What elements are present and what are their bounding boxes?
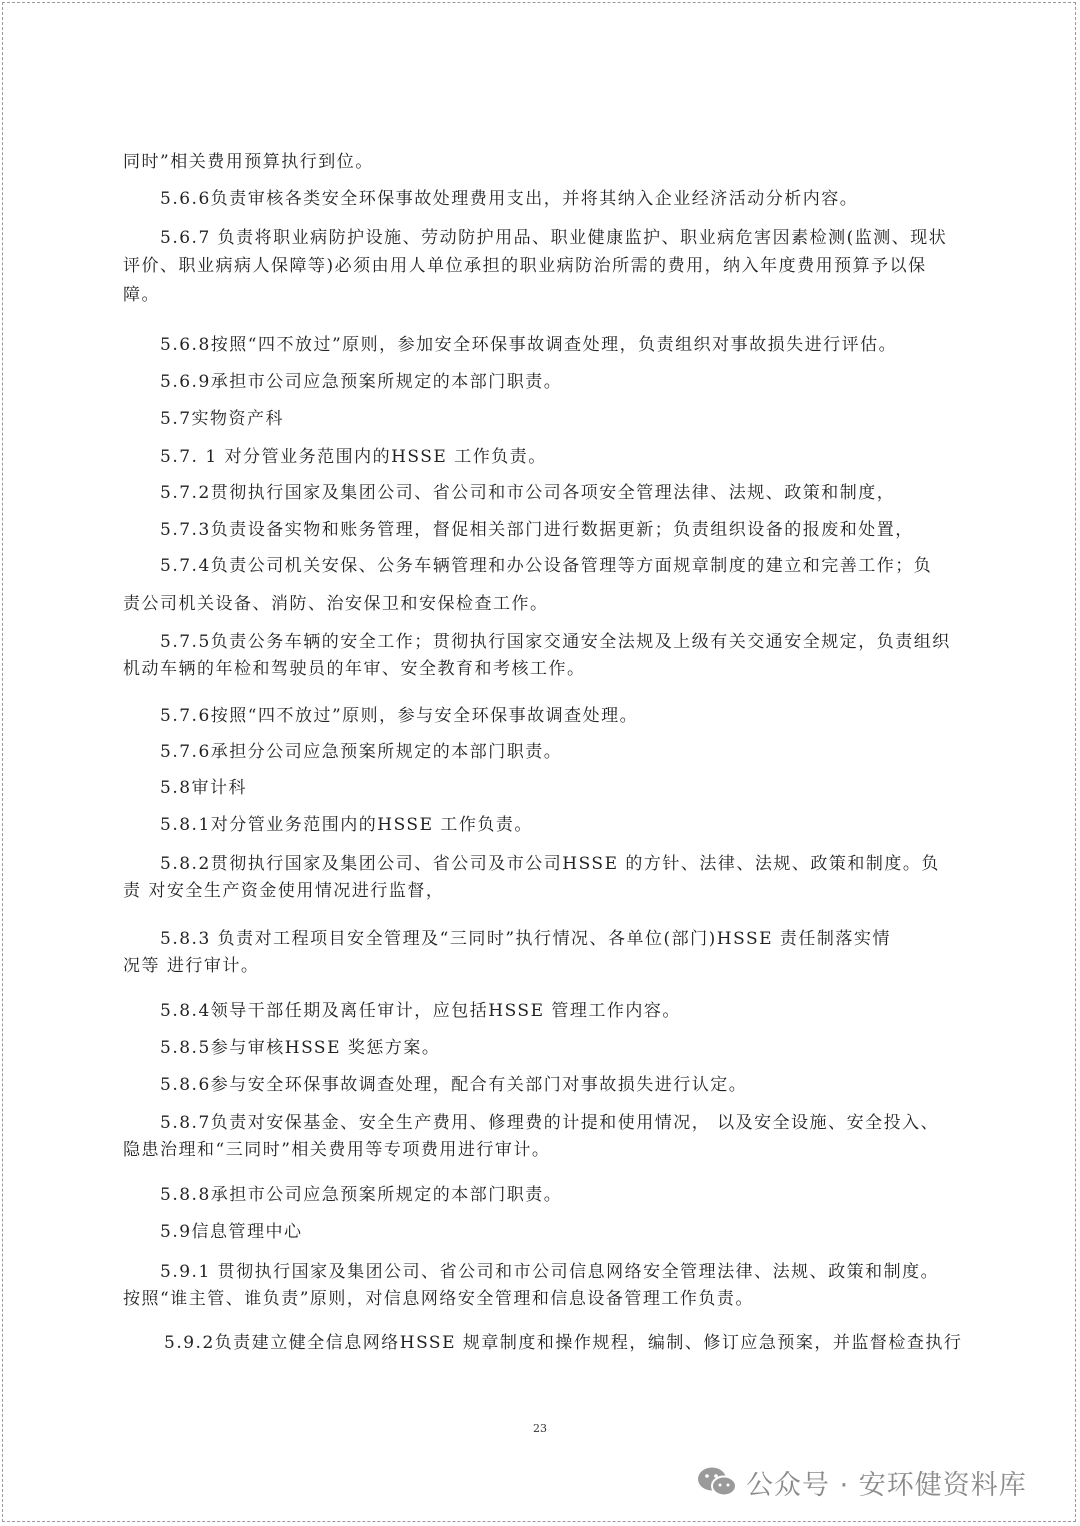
text-line: 5.6.7 负责将职业病防护设施、劳动防护用品、职业健康监护、职业病危害因素检测(监测、现状 (160, 228, 948, 248)
watermark (696, 1460, 1027, 1504)
text-line: 5.8.7负责对安保基金、安全生产费用、修理费的计提和使用情况， 以及安全设施、安全投入、 (160, 1113, 940, 1133)
text-line: 隐患治理和“三同时”相关费用等专项费用进行审计。 (123, 1140, 551, 1160)
section-heading: 5.8审计科 (160, 778, 248, 798)
text-line: 5.8.8承担市公司应急预案所规定的本部门职责。 (160, 1185, 563, 1205)
text-line: 5.8.5参与审核HSSE 奖惩方案。 (160, 1038, 441, 1058)
text-line: 5.8.1对分管业务范围内的HSSE 工作负责。 (160, 815, 533, 835)
text-line: 5.8.3 负责对工程项目安全管理及“三同时”执行情况、各单位(部门)HSSE 责任制落实情 (160, 929, 891, 949)
wechat-icon (696, 1465, 738, 1499)
text-line: 5.6.8按照“四不放过”原则，参加安全环保事故调查处理，负责组织对事故损失进行评估。 (160, 335, 898, 355)
page-number: 23 (533, 1422, 547, 1435)
text-line: 机动车辆的年检和驾驶员的年审、安全教育和考核工作。 (123, 659, 586, 679)
text-line: 5.7.2贯彻执行国家及集团公司、省公司和市公司各项安全管理法律、法规、政策和制度， (160, 483, 896, 503)
text-line: 评价、职业病病人保障等)必须由用人单位承担的职业病防治所需的费用，纳入年度费用预算予以保 (123, 256, 927, 276)
text-line: 5.9.2负责建立健全信息网络HSSE 规章制度和操作规程，编制、修订应急预案，并监督检查执行 (164, 1333, 963, 1353)
text-line: 按照“谁主管、谁负责”原则，对信息网络安全管理和信息设备管理工作负责。 (123, 1289, 754, 1309)
section-heading: 5.9信息管理中心 (160, 1222, 303, 1242)
text-line: 5.8.6参与安全环保事故调查处理，配合有关部门对事故损失进行认定。 (160, 1075, 748, 1095)
text-line: 5.8.4领导干部任期及离任审计，应包括HSSE 管理工作内容。 (160, 1001, 681, 1021)
text-line: 5.7.3负责设备实物和账务管理，督促相关部门进行数据更新；负责组织设备的报废和处置， (160, 520, 914, 540)
text-line: 况等 进行审计。 (123, 956, 260, 976)
text-line: 5.8.2贯彻执行国家及集团公司、省公司及市公司HSSE 的方针、法律、法规、政策和制度。负 (160, 854, 940, 874)
text-line: 5.6.9承担市公司应急预案所规定的本部门职责。 (160, 372, 563, 392)
text-line: 5.7. 1 对分管业务范围内的HSSE 工作负责。 (160, 447, 547, 467)
text-line: 5.9.1 贯彻执行国家及集团公司、省公司和市公司信息网络安全管理法律、法规、政策和制度。 (160, 1262, 940, 1282)
text-line: 5.7.6承担分公司应急预案所规定的本部门职责。 (160, 742, 563, 762)
text-line: 5.7.4负责公司机关安保、公务车辆管理和办公设备管理等方面规章制度的建立和完善工作；负 (160, 556, 933, 576)
text-line: 同时”相关费用预算执行到位。 (123, 152, 374, 172)
text-line: 责 对安全生产资金使用情况进行监督， (123, 881, 445, 901)
text-line: 障。 (123, 285, 160, 305)
section-heading: 5.7实物资产科 (160, 409, 285, 429)
text-line: 责公司机关设备、消防、治安保卫和安保检查工作。 (123, 594, 549, 614)
text-line: 5.7.5负责公务车辆的安全工作；贯彻执行国家交通安全法规及上级有关交通安全规定，负责组织 (160, 632, 951, 652)
text-line: 5.6.6负责审核各类安全环保事故处理费用支出，并将其纳入企业经济活动分析内容。 (160, 189, 859, 209)
text-line: 5.7.6按照“四不放过”原则，参与安全环保事故调查处理。 (160, 706, 639, 726)
watermark-text: 公众号 · 安环健资料库 (746, 1469, 1027, 1501)
